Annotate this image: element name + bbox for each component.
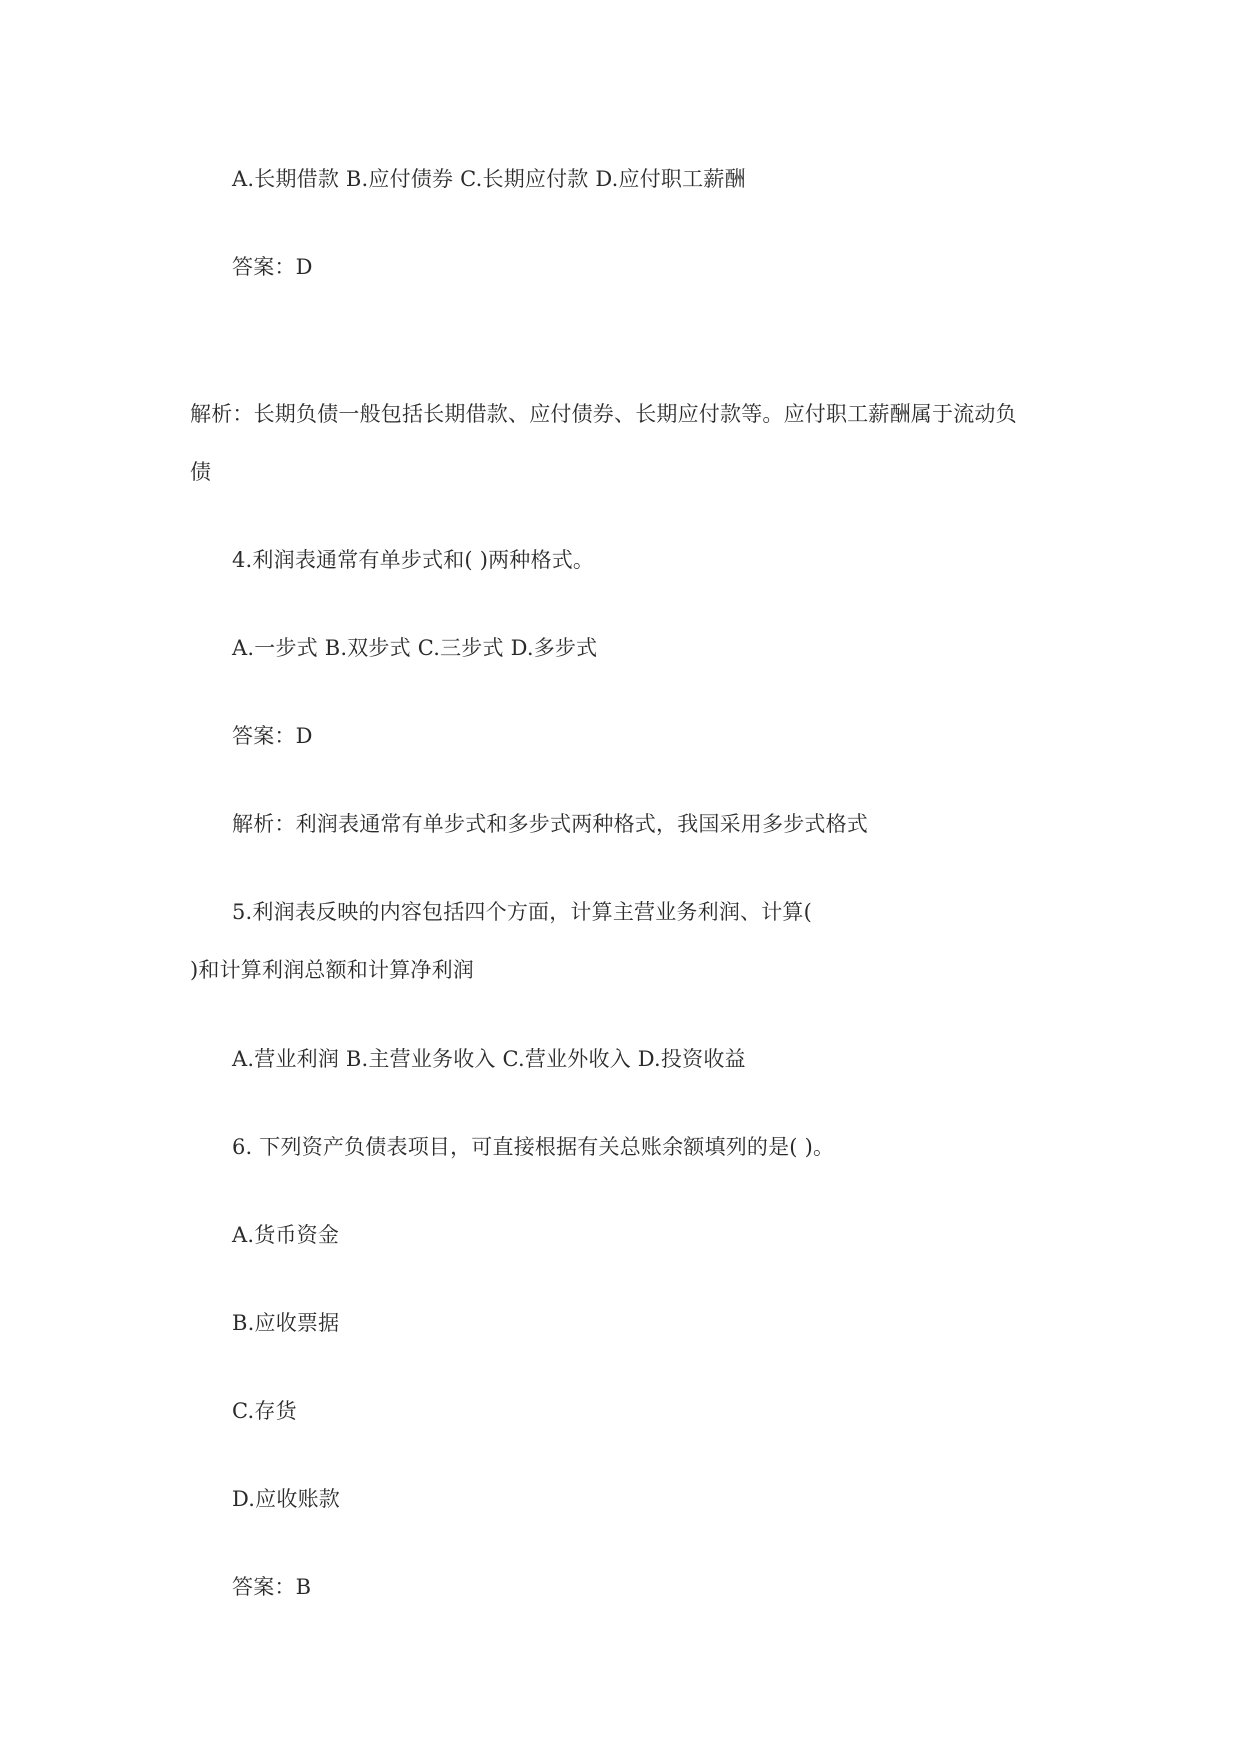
q3-options: A.长期借款 B.应付债券 C.长期应付款 D.应付职工薪酬 — [232, 167, 746, 191]
q3-explanation-line1: 解析：长期负债一般包括长期借款、应付债券、长期应付款等。应付职工薪酬属于流动负 — [190, 402, 1017, 426]
q3-explanation-line2: 债 — [190, 460, 212, 484]
q5-question-line2: )和计算利润总额和计算净利润 — [190, 958, 474, 982]
q4-answer: 答案：D — [232, 724, 313, 748]
q5-options: A.营业利润 B.主营业务收入 C.营业外收入 D.投资收益 — [232, 1047, 746, 1071]
q4-options: A.一步式 B.双步式 C.三步式 D.多步式 — [232, 636, 598, 660]
q6-option-c: C.存货 — [232, 1399, 297, 1423]
q6-answer: 答案：B — [232, 1575, 312, 1599]
q6-option-b: B.应收票据 — [232, 1311, 340, 1335]
q5-question-line1: 5.利润表反映的内容包括四个方面，计算主营业务利润、计算( — [232, 900, 813, 924]
q3-answer: 答案：D — [232, 255, 313, 279]
q4-explanation: 解析：利润表通常有单步式和多步式两种格式，我国采用多步式格式 — [232, 812, 868, 836]
q6-question: 6. 下列资产负债表项目，可直接根据有关总账余额填列的是( )。 — [232, 1135, 835, 1159]
q6-option-a: A.货币资金 — [232, 1223, 340, 1247]
q6-option-d: D.应收账款 — [232, 1487, 340, 1511]
q4-question: 4.利润表通常有单步式和( )两种格式。 — [232, 548, 595, 572]
